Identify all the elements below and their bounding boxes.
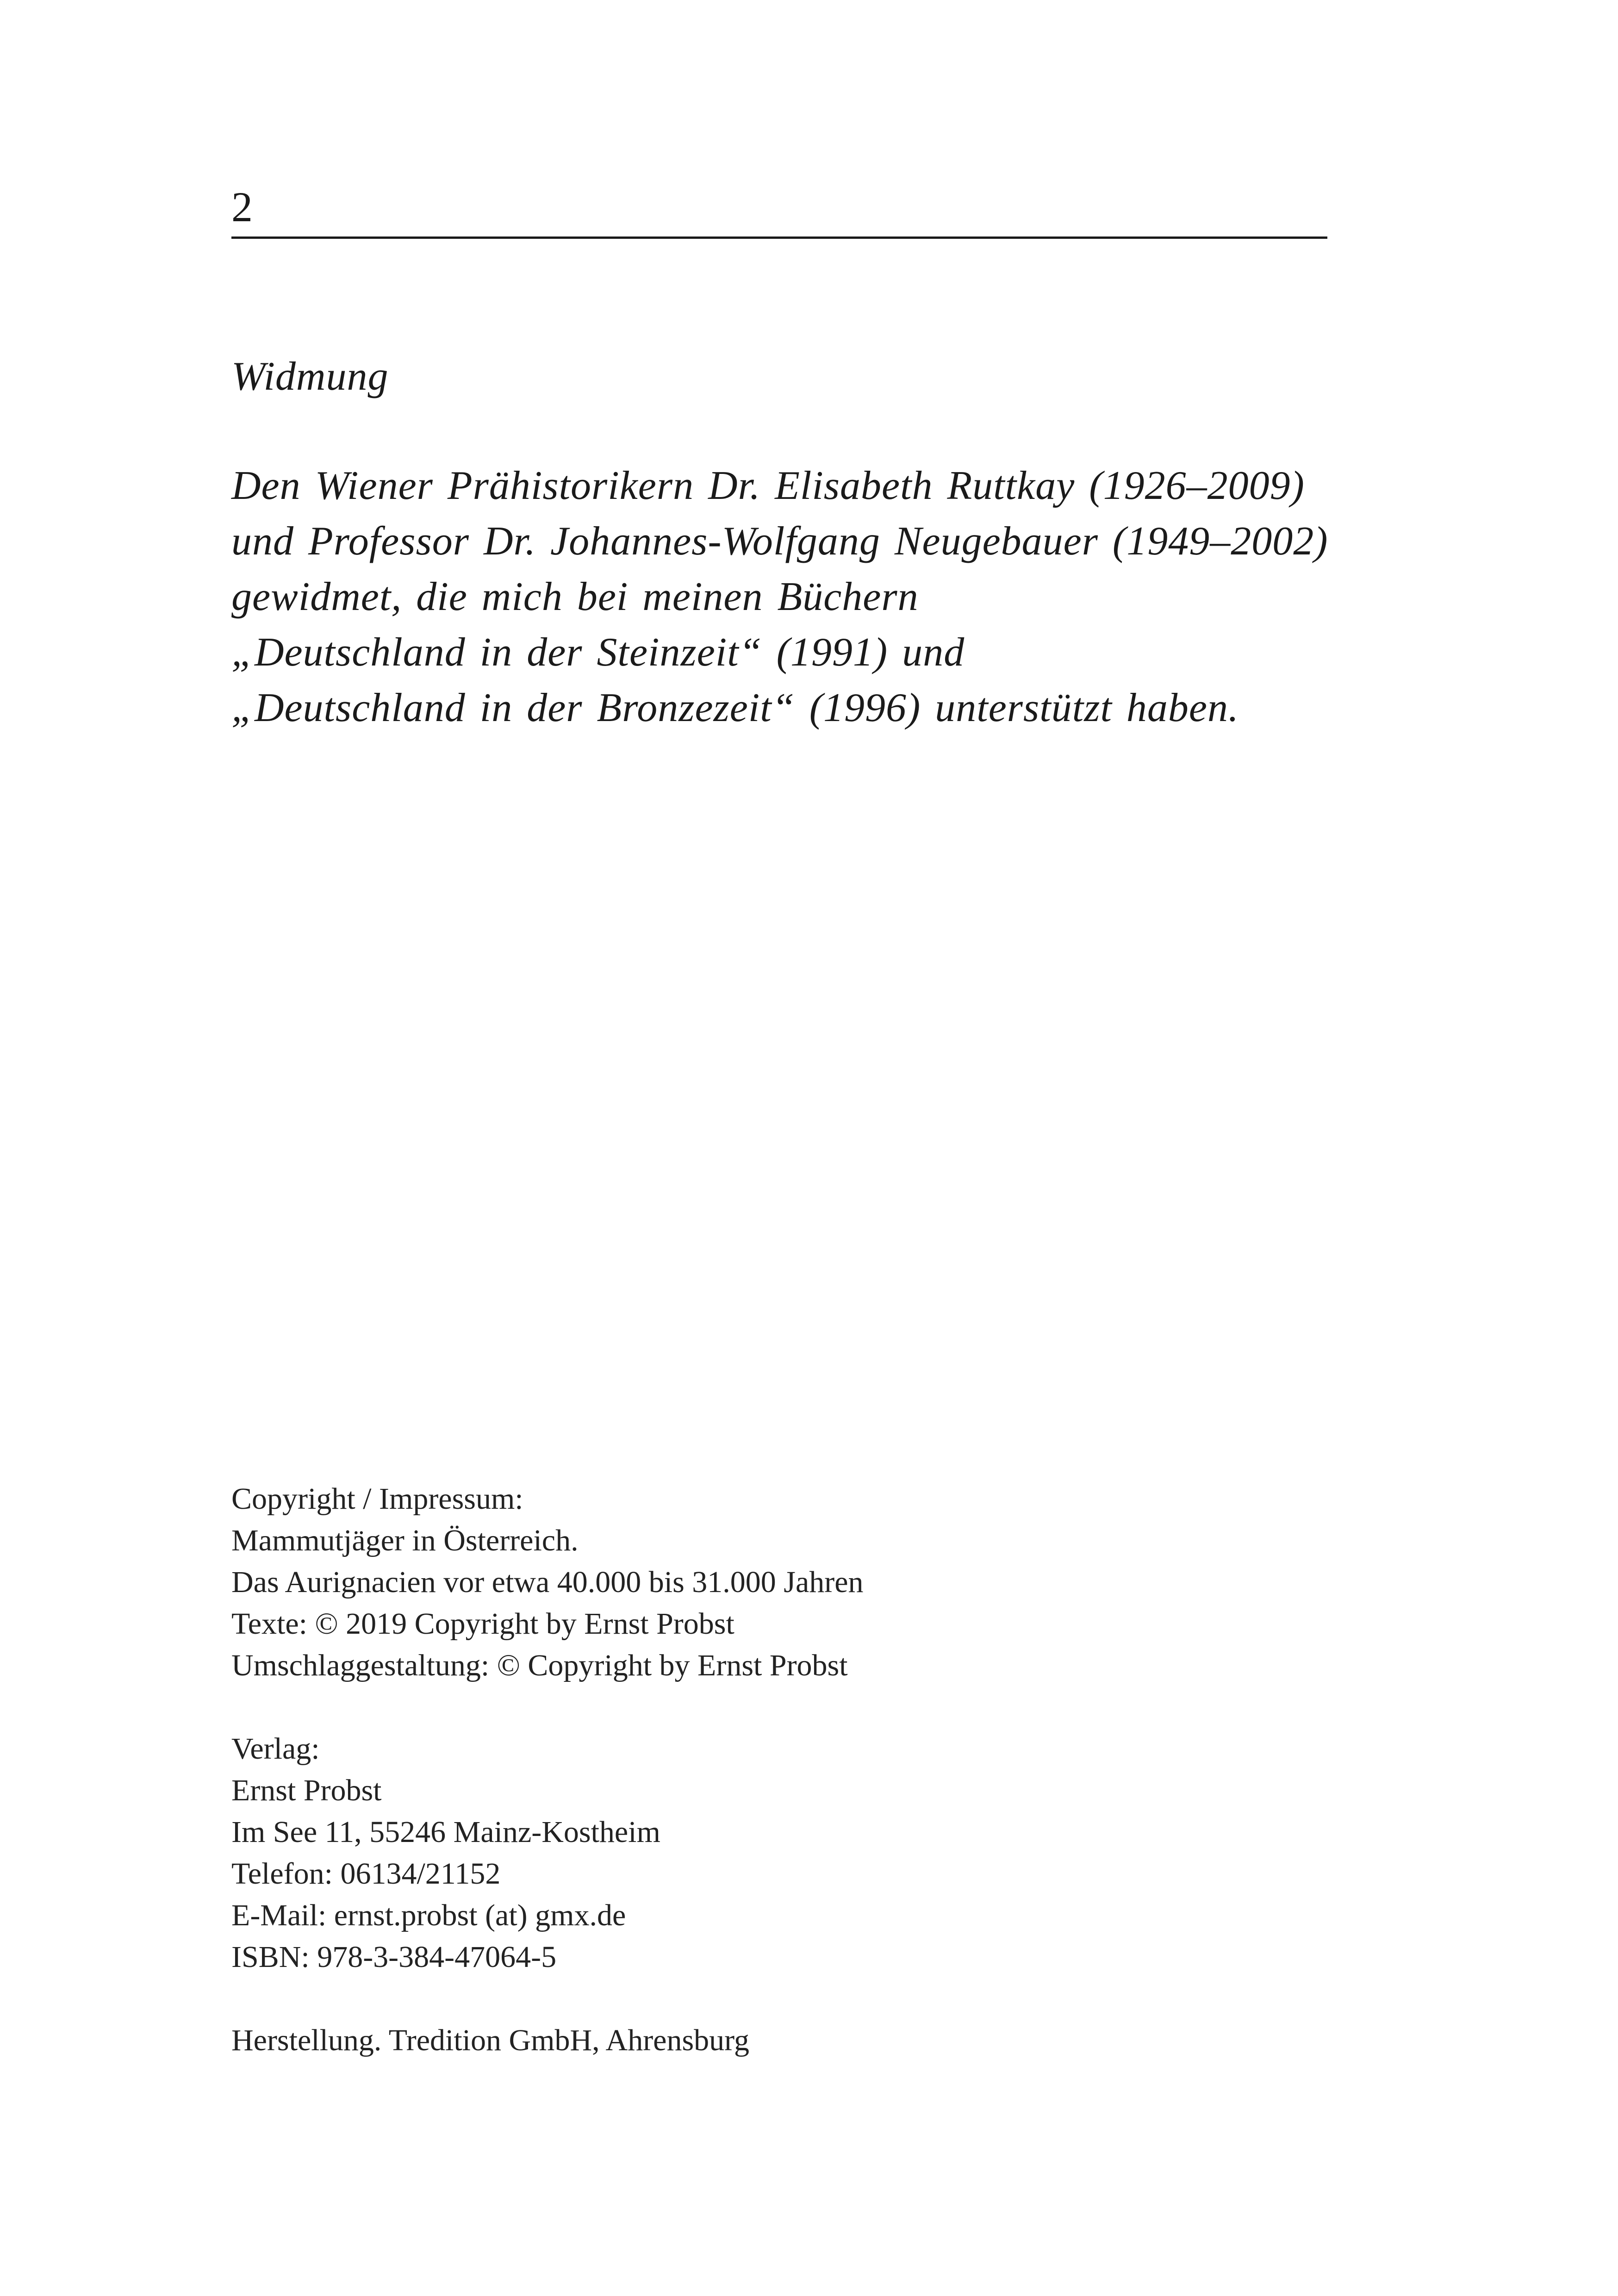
publisher-phone: Telefon: 06134/21152 <box>231 1857 501 1891</box>
publisher-email: E-Mail: ernst.probst (at) gmx.de <box>231 1898 626 1932</box>
book-subtitle: Das Aurignacien vor etwa 40.000 bis 31.000 Jahren <box>231 1565 864 1599</box>
production-block <box>231 2020 1342 2061</box>
dedication-line: Den Wiener Prähistorikern Dr. Elisabeth Ruttkay (1926–2009) <box>231 463 1305 508</box>
imprint <box>231 1478 1342 2103</box>
isbn: ISBN: 978-3-384-47064-5 <box>231 1940 557 1974</box>
header-rule <box>231 236 1327 239</box>
publisher-block <box>231 1728 1342 1978</box>
dedication-heading: Widmung <box>231 354 389 399</box>
publisher-address: Im See 11, 55246 Mainz-Kostheim <box>231 1815 660 1849</box>
cover-copyright: Umschlaggestaltung: © Copyright by Ernst Probst <box>231 1649 848 1682</box>
page-number: 2 <box>231 183 253 230</box>
dedication-text <box>231 458 1435 736</box>
publisher-name: Ernst Probst <box>231 1773 382 1807</box>
dedication-line: und Professor Dr. Johannes-Wolfgang Neugebauer (1949–2002) <box>231 519 1328 564</box>
dedication-line: gewidmet, die mich bei meinen Büchern <box>231 574 919 619</box>
publisher-heading: Verlag: <box>231 1732 320 1766</box>
book-title: Mammutjäger in Österreich. <box>231 1524 579 1557</box>
copyright-heading: Copyright / Impressum: <box>231 1482 523 1516</box>
dedication-line: „Deutschland in der Bronzezeit“ (1996) unterstützt haben. <box>231 685 1239 730</box>
production-note: Herstellung. Tredition GmbH, Ahrensburg <box>231 2023 749 2057</box>
text-copyright: Texte: © 2019 Copyright by Ernst Probst <box>231 1607 734 1641</box>
copyright-block <box>231 1478 1342 1686</box>
dedication-line: „Deutschland in der Steinzeit“ (1991) und <box>231 630 965 675</box>
